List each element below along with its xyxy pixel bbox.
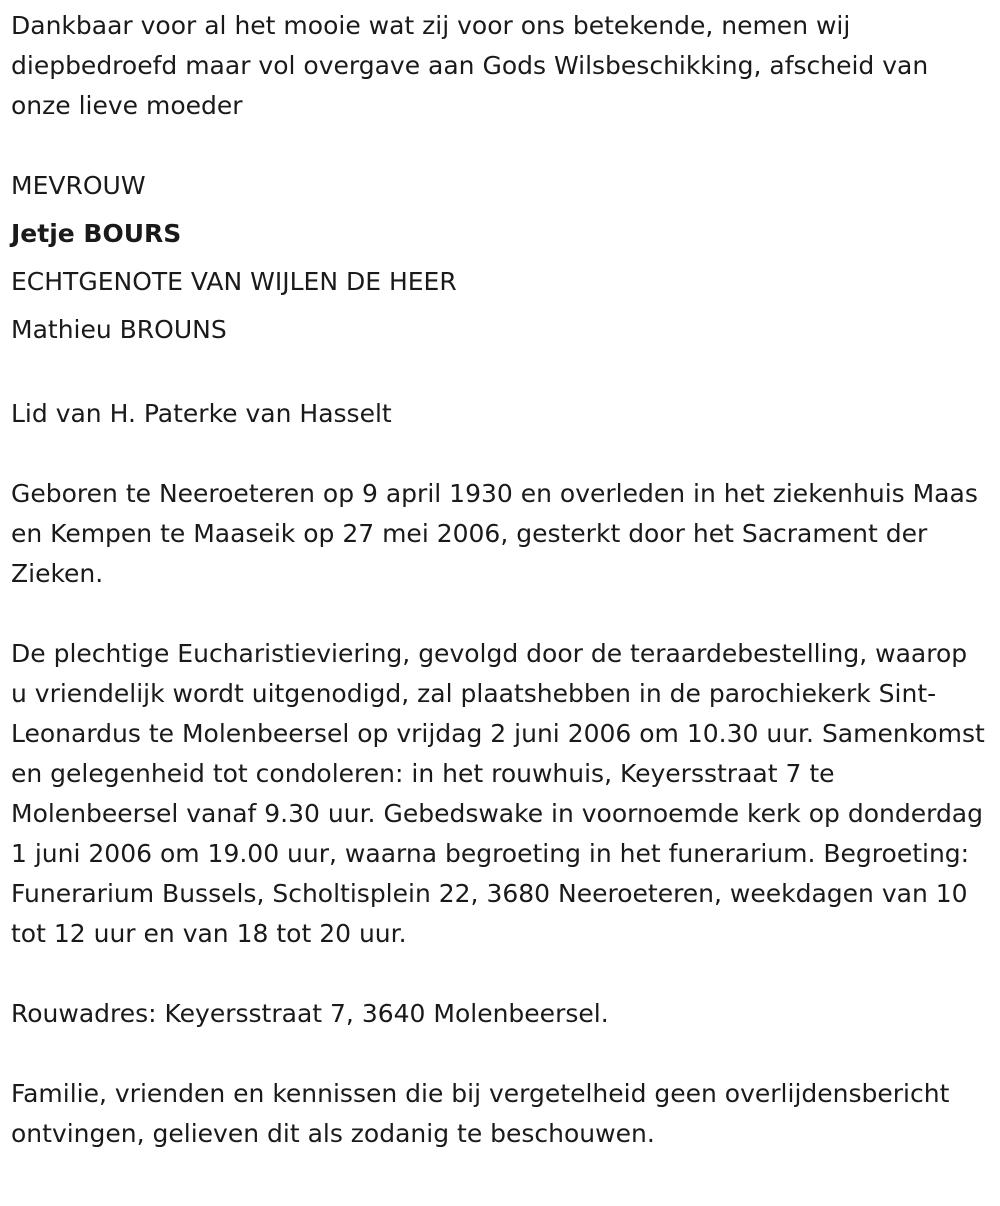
address-paragraph: Rouwadres: Keyersstraat 7, 3640 Molenbeersel. [11,999,609,1028]
spacer [11,1034,986,1074]
spacer [11,594,986,634]
closing-paragraph: Familie, vrienden en kennissen die bij vergetelheid geen overlijdensbericht ontvingen, gelieven dit als zodanig te beschouwen. [11,1079,950,1148]
ceremony-paragraph: De plechtige Eucharistieviering, gevolgd door de teraardebestelling, waarop u vriendelijk wordt uitgenodigd, zal plaatshebben in de parochiekerk Sint-Leonardus te Molenbeersel op vrijdag 2 juni 2006 om 10.30 uur. Samenkomst en gelegenheid tot condoleren: in het rouwhuis, Keyersstraat 7 te Molenbeersel vanaf 9.30 uur. Gebedswake in voornoemde kerk op donderdag 1 juni 2006 om 19.00 uur, waarna begroeting in het funerarium. Begroeting: Funerarium Bussels, Scholtisplein 22, 3680 Neeroeteren, weekdagen van 10 tot 12 uur en van 18 tot 20 uur. [11,639,985,948]
spouse-name: Mathieu BROUNS [11,315,227,344]
spacer [11,954,986,994]
membership-paragraph: Lid van H. Paterke van Hasselt [11,399,392,428]
birth-death-paragraph: Geboren te Neeroeteren op 9 april 1930 en overleden in het ziekenhuis Maas en Kempen te Maaseik op 27 mei 2006, gesterkt door het Sacrament der Zieken. [11,479,978,588]
spacer [11,126,986,166]
name-block [11,162,986,354]
intro-paragraph: Dankbaar voor al het mooie wat zij voor ons betekende, nemen wij diepbedroefd maar vol overgave aan Gods Wilsbeschikking, afscheid van onze lieve moeder [11,11,929,120]
spouse-label: ECHTGENOTE VAN WIJLEN DE HEER [11,267,457,296]
deceased-name: Jetje BOURS [11,219,182,248]
title-line: MEVROUW [11,171,146,200]
spacer [11,434,986,474]
obituary-document [11,6,986,1154]
spacer [11,354,986,394]
